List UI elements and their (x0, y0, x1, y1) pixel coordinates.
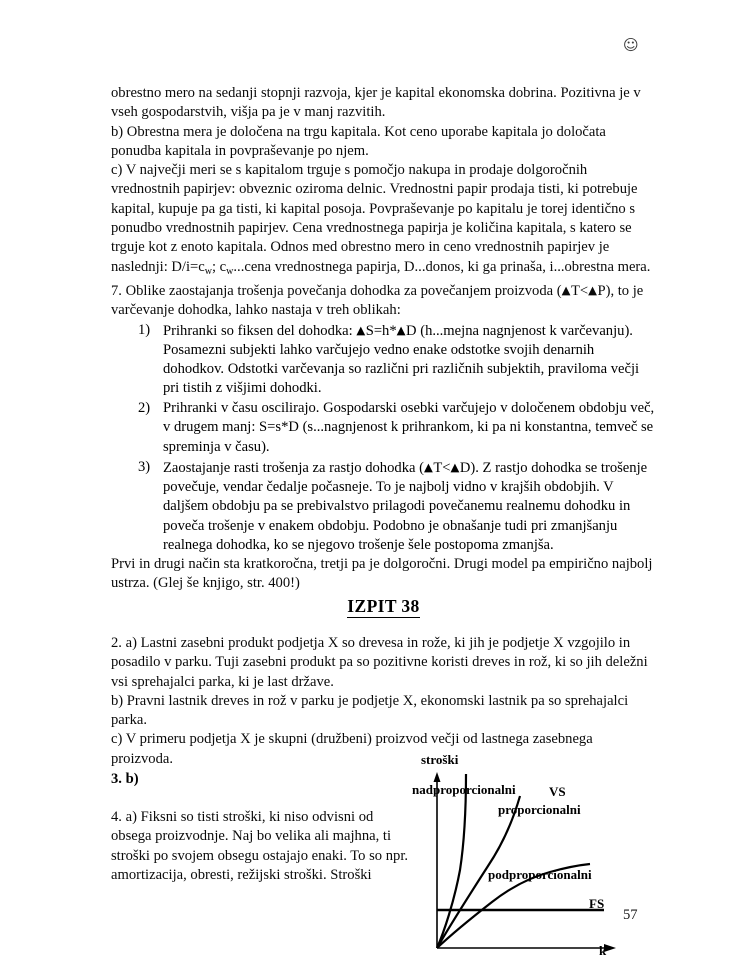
document-body (111, 84, 656, 594)
question-3-label: 3. b) (111, 771, 139, 787)
y-axis-arrowhead (434, 772, 441, 782)
paragraph-a-continued: obrestno mero na sedanji stopnji razvoja, kjer je kapital ekonomska dobrina. Pozitivna je v vseh gospodarstvih, višja pa je v manj razvitih. (111, 85, 641, 121)
triangle-icon: ▲ (561, 282, 571, 297)
smiley-icon: ☺ (623, 36, 639, 54)
list-item-text-2: S=h* (365, 322, 397, 339)
list-item-text-2: T< (433, 459, 451, 476)
triangle-icon: ▲ (450, 459, 460, 474)
question-2-block (111, 634, 656, 769)
chart-y-axis-label: stroški (421, 752, 459, 767)
chart-label-nadproporcionalni: nadproporcionalni (412, 782, 516, 797)
list-item-text-3: D (h...mejna nagnjenost k varčevanju). Posamezni subjekti lahko varčujejo vedno enake odstotke svojih denarnih dohodkov. Odstotki varčevanja so različni pri različnih subjektih, praviloma večji pri tistih z višjimi dohodki. (163, 322, 640, 397)
list-item (111, 458, 656, 555)
triangle-icon: ▲ (423, 459, 434, 474)
page-number: 57 (623, 907, 638, 923)
exam-title-text: IZPIT 38 (347, 596, 420, 616)
triangle-icon: ▲ (396, 322, 407, 337)
question-2-c: c) V primeru podjetja X je skupni (družbeni) proizvod večji od lastnega zasebnega proizvoda. (111, 731, 593, 767)
subscript-w-2: w (226, 265, 234, 277)
paragraph-c-part3: ...cena vrednostnega papirja, D...donos, ki ga prinaša, i...obrestna mera. (233, 258, 651, 275)
chart-label-vs: VS (549, 784, 566, 799)
list-item-text-1: Prihranki so fiksen del dohodka: (163, 322, 357, 339)
list-item (111, 321, 656, 399)
question-2-a: 2. a) Lastni zasebni produkt podjetja X so drevesa in rože, ki jih je podjetje X vzgojilo in posadilo v parku. Tuji zasebni produkt pa so pozitivne koristi dreves in rož, ki so jih deležni vsi sprehajalci parka, ki je last države. (111, 635, 648, 690)
paragraph-b: b) Obrestna mera je določena na trgu kapitala. Kot ceno uporabe kapitala jo določata ponudba kapitala in povpraševanje po njem. (111, 123, 606, 159)
q7-text-2: T< (570, 282, 589, 299)
list-item (111, 399, 656, 458)
cost-curves-chart (408, 752, 638, 971)
question-4-a: 4. a) Fiksni so tisti stroški, ki niso odvisni od obsega proizvodnje. Naj bo velika ali majhna, ti stroški po svojem obsegu ostajajo enaki. To so npr. amortizacija, obresti, režijski stroški. Stroški (111, 809, 409, 883)
question-7-intro (111, 281, 656, 321)
exam-title (111, 596, 656, 617)
chart-label-proporcionalni: proporcionalni (498, 802, 581, 817)
list-item-text-1: Zaostajanje rasti trošenja za rastjo dohodka ( (163, 459, 424, 476)
paragraph-c-part1: c) V največji meri se s kapitalom trguje s pomočjo nakupa in prodaje dolgoročnih vrednostnih papirjev: obveznic oziroma delnic. Vrednostni papir prodaja tisti, ki potrebuje kapital, kupuje pa ga tisti, ki kapital posoja. Povpraševanje po kapitalu je torej identično s ponudbo vrednostnih papirjev. Cena vrednostnega papirja je količina kapitala, s katero se trguje kot z enoto kapitala. Odnos med obrestno mero in ceno vrednostnih papirjev je naslednji: D/i=c (111, 162, 638, 275)
subscript-w-1: w (204, 265, 212, 277)
question-2-b: b) Pravni lastnik dreves in rož v parku je podjetje X, ekonomski lastnik pa so sprehajalci parka. (111, 692, 629, 729)
q7-text-3: P), to je varčevanje dohodka, lahko nastaja v treh oblikah: (111, 282, 644, 319)
triangle-icon: ▲ (356, 322, 366, 337)
q7-text-1: 7. Oblike zaostajanja trošenja povečanja dohodka za povečanjem proizvoda ( (111, 282, 562, 299)
list-item-marker: 2) (138, 399, 151, 416)
triangle-icon: ▲ (588, 282, 598, 297)
paragraph-c (111, 161, 656, 281)
question-7-list (111, 321, 656, 556)
list-item-text-3: D). Z rastjo dohodka se trošenje povečuje, vendar čedalje počasneje. To je najbolj vidno v krajših obdobjih. V daljšem obdobju pa se prebivalstvo prilagodi povečanemu realnemu dohodku in poveča trošenje v enakem obdobju. Podobno je obnašanje tudi pri zmanjšanju realnega dohodka, ko se njegovo trošenje šele postopoma zmanjša. (163, 459, 648, 553)
list-item-marker: 3) (138, 458, 151, 475)
chart-x-axis-label: k (599, 943, 607, 958)
chart-label-podproporcionalni: podproporcionalni (488, 867, 592, 882)
list-item-marker: 1) (138, 321, 151, 338)
question-7-closing: Prvi in drugi način sta kratkoročna, tretji pa je dolgoročni. Drugi model pa empirično najbolj ustrza. (Glej še knjigo, str. 400!) (111, 556, 653, 592)
list-item-text-1: Prihranki v času oscilirajo. Gospodarski osebki varčujejo v določenem obdobju več, v drugem manj: S=s*D (s...nagnjenost k prihrankom, ki pa ni konstantna, temveč se spreminja v času). (163, 399, 655, 456)
paragraph-c-part2: ; c (211, 258, 227, 275)
chart-label-fs: FS (589, 896, 605, 911)
question-4-block (111, 808, 411, 885)
